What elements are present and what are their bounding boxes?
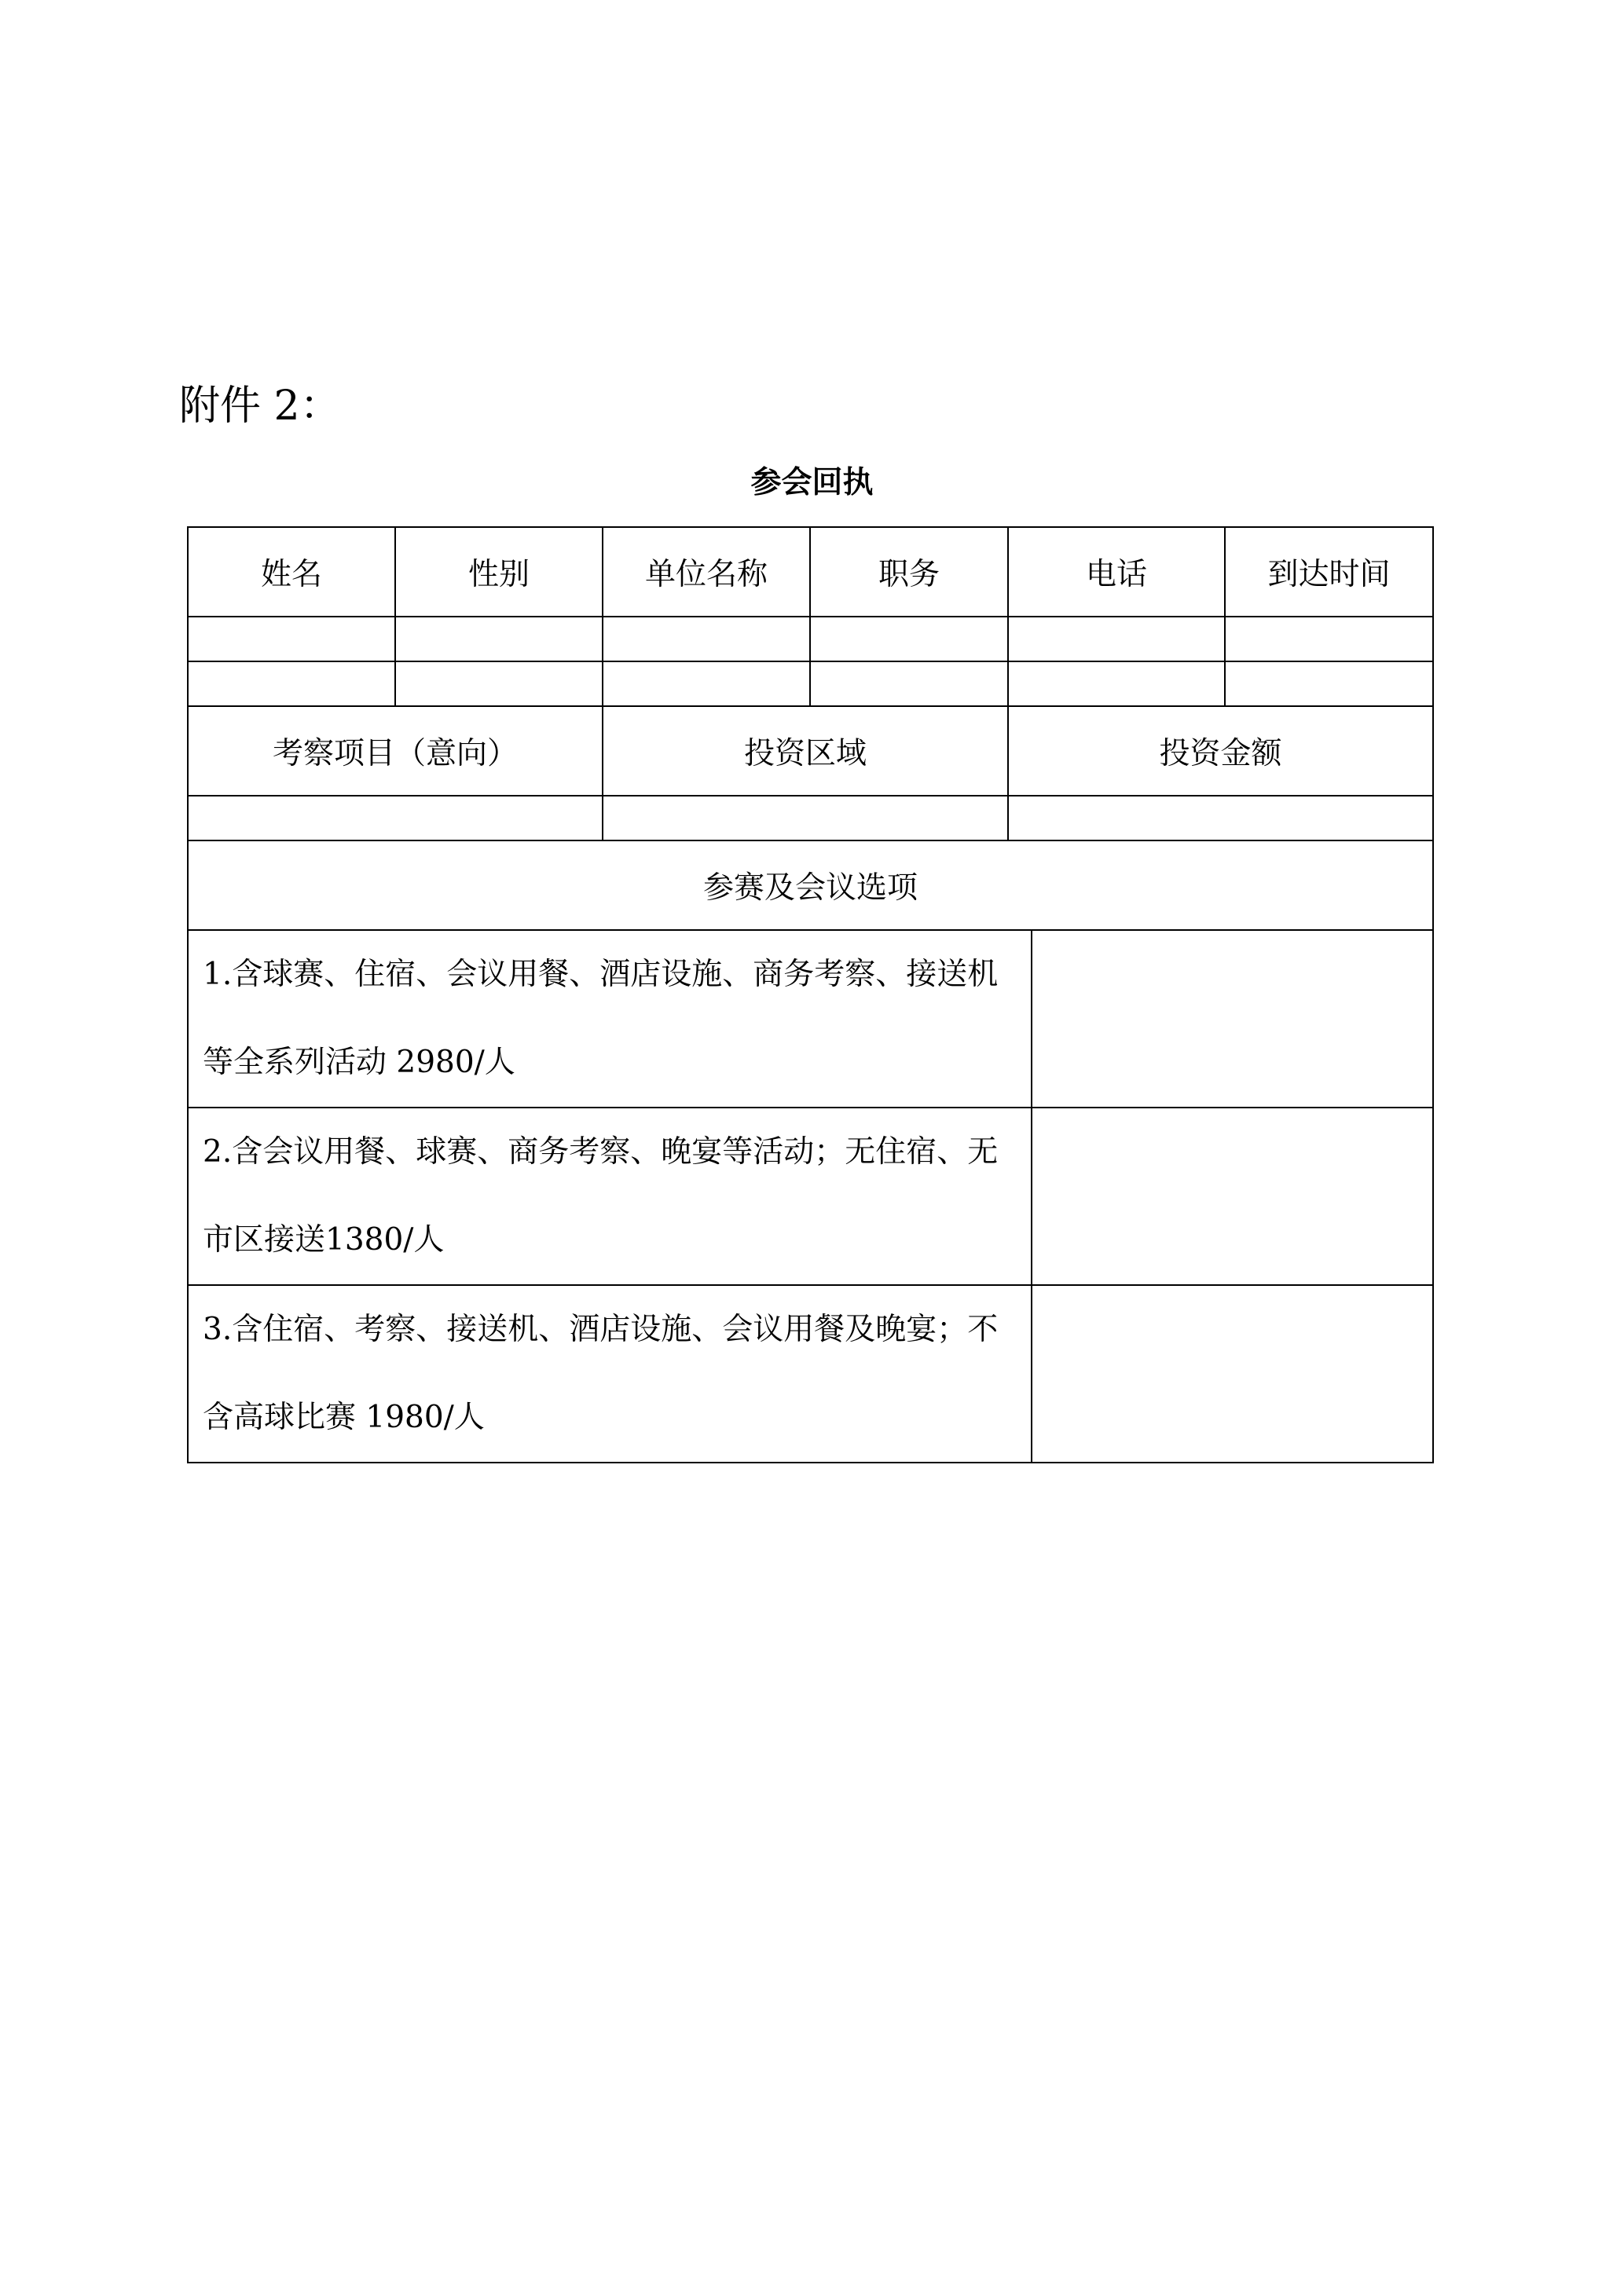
cell-arrival-time-2[interactable] bbox=[1225, 661, 1433, 706]
cell-organization-2[interactable] bbox=[603, 661, 810, 706]
header-investment-region: 投资区域 bbox=[603, 706, 1008, 796]
cell-gender-2[interactable] bbox=[395, 661, 603, 706]
attendee-row-2 bbox=[188, 661, 1433, 706]
cell-arrival-time-1[interactable] bbox=[1225, 617, 1433, 661]
header-position: 职务 bbox=[810, 527, 1008, 617]
option-3-text: 含住宿、考察、接送机、酒店设施、会议用餐及晚宴；不含高球比赛 bbox=[203, 1312, 999, 1435]
option-2-price: 1380/人 bbox=[325, 1222, 445, 1258]
option-1-select-cell[interactable] bbox=[1032, 930, 1433, 1108]
option-3-description bbox=[188, 1285, 1032, 1463]
header-inspection-project: 考察项目（意向） bbox=[188, 706, 603, 796]
option-1-description bbox=[188, 930, 1032, 1108]
header-phone: 电话 bbox=[1008, 527, 1225, 617]
investment-header-row bbox=[188, 706, 1433, 796]
registration-receipt-table bbox=[187, 526, 1434, 1463]
cell-phone-2[interactable] bbox=[1008, 661, 1225, 706]
cell-investment-region[interactable] bbox=[603, 796, 1008, 840]
option-2-index: 2. bbox=[203, 1134, 233, 1170]
attachment-label: 附件 2： bbox=[179, 383, 341, 430]
investment-row bbox=[188, 796, 1433, 840]
option-2-description bbox=[188, 1108, 1032, 1285]
option-3-price: 1980/人 bbox=[356, 1400, 485, 1435]
cell-gender-1[interactable] bbox=[395, 617, 603, 661]
header-name: 姓名 bbox=[188, 527, 395, 617]
option-row-1 bbox=[188, 930, 1433, 1108]
header-investment-amount: 投资金额 bbox=[1008, 706, 1433, 796]
attendee-row-1 bbox=[188, 617, 1433, 661]
form-title: 参会回执 bbox=[750, 465, 874, 500]
option-1-index: 1. bbox=[203, 957, 233, 992]
cell-name-1[interactable] bbox=[188, 617, 395, 661]
attendee-header-row bbox=[188, 527, 1433, 617]
option-1-price: 2980/人 bbox=[387, 1045, 515, 1080]
cell-phone-1[interactable] bbox=[1008, 617, 1225, 661]
cell-inspection-project[interactable] bbox=[188, 796, 603, 840]
option-1-text: 含球赛、住宿、会议用餐、酒店设施、商务考察、接送机等全系列活动 bbox=[203, 957, 999, 1080]
header-gender: 性别 bbox=[395, 527, 603, 617]
option-3-select-cell[interactable] bbox=[1032, 1285, 1433, 1463]
cell-position-1[interactable] bbox=[810, 617, 1008, 661]
option-row-3 bbox=[188, 1285, 1433, 1463]
options-header: 参赛及会议选项 bbox=[188, 840, 1433, 930]
option-2-text: 含会议用餐、球赛、商务考察、晚宴等活动；无住宿、无市区接送 bbox=[203, 1134, 999, 1258]
header-organization: 单位名称 bbox=[603, 527, 810, 617]
options-header-row bbox=[188, 840, 1433, 930]
option-2-select-cell[interactable] bbox=[1032, 1108, 1433, 1285]
header-arrival-time: 到达时间 bbox=[1225, 527, 1433, 617]
cell-investment-amount[interactable] bbox=[1008, 796, 1433, 840]
option-row-2 bbox=[188, 1108, 1433, 1285]
cell-organization-1[interactable] bbox=[603, 617, 810, 661]
cell-position-2[interactable] bbox=[810, 661, 1008, 706]
option-3-index: 3. bbox=[203, 1312, 233, 1347]
cell-name-2[interactable] bbox=[188, 661, 395, 706]
